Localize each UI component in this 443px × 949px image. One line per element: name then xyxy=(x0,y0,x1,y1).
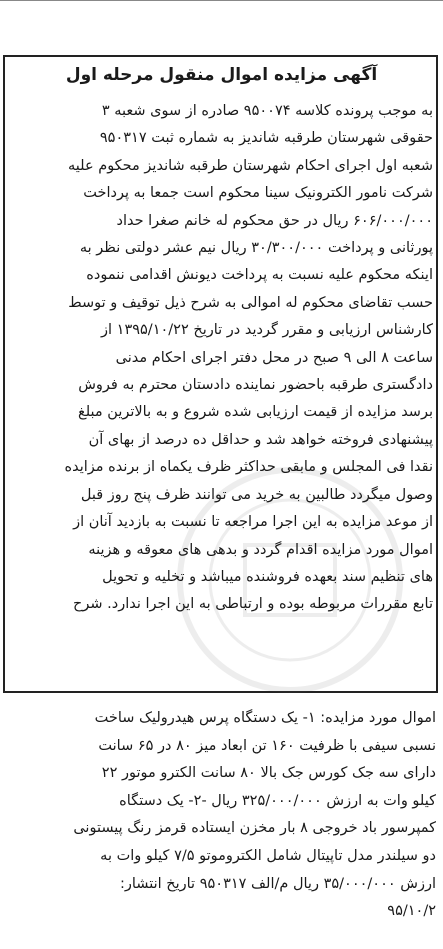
body-text-line: نقدا فی المجلس و مابقی حداکثر ظرف یکماه از برنده مزایده xyxy=(64,459,433,476)
body-text-line: ساعت ۸ الی ۹ صبح در محل دفتر اجرای احکام مدنی xyxy=(115,349,433,366)
body-text-line: کارشناس ارزیابی و مقرر گردید در تاریخ ۱۳۹۵/۱۰/۲۲ از xyxy=(101,322,433,339)
items-text-line: اموال مورد مزایده: ۱- یک دستگاه پرس هیدرولیک ساخت xyxy=(94,710,436,726)
body-text-line: شرکت نامور الکترونیک سینا محکوم است جمعا به پرداخت xyxy=(83,185,433,202)
body-text-line: دادگستری طرقبه باحضور نماینده دادستان محترم به فروش xyxy=(78,377,433,394)
body-text-line: اینکه محکوم علیه نسبت به پرداخت دیونش اقدامی ننموده xyxy=(86,267,433,284)
items-text-line: ۹۵/۱۰/۲ xyxy=(387,903,436,920)
body-text-line: به موجب پرونده کلاسه ۹۵۰۰۷۴ صادره از سوی شعبه ۳ xyxy=(101,103,433,119)
items-text-line: دو سیلندر مدل تاپیتال شامل الکتروموتو ۷/۵ کیلو وات به xyxy=(100,847,436,864)
body-text-line: حسب تقاضای محکوم له اموالی به شرح ذیل توقیف و توسط xyxy=(68,294,433,311)
items-text-line: نسبی سیفی با ظرفیت ۱۶۰ تن ابعاد میز ۸۰ در ۶۵ سانت xyxy=(98,737,436,754)
items-text-line: کیلو وات به ارزش ۳۲۵/۰۰۰/۰۰۰ ریال -۲- یک دستگاه xyxy=(119,792,436,809)
body-text-line: شعبه اول اجرای احکام شهرستان طرقبه شاندیز محکوم علیه xyxy=(68,157,433,174)
items-text-line: کمپرسور باد خروجی ۸ بار مخزن ایستاده قرمز رنگ پیستونی xyxy=(73,820,436,837)
body-text-line: وصول میگردد طالبین به خرید می توانند ظرف پنج روز قبل xyxy=(80,486,433,503)
body-text-line: های تنظیم سند بعهده فروشنده میباشد و تخلیه و تحویل xyxy=(102,568,433,585)
items-text-line: دارای سه جک کورس جک بالا ۸۰ سانت الکترو موتور ۲۲ xyxy=(101,765,436,782)
items-text-line: ارزش ۳۵/۰۰۰/۰۰۰ ریال م/الف ۹۵۰۳۱۷ تاریخ انتشار: xyxy=(119,875,436,892)
auction-items-description xyxy=(8,705,436,926)
body-text-line: از موعد مزایده به این اجرا مراجعه تا نسبت به بازدید آنان از xyxy=(73,514,433,531)
body-text-line: پورثانی و پرداخت ۳۰/۳۰۰/۰۰۰ ریال نیم عشر دولتی نظر به xyxy=(79,240,433,257)
body-text-line: پیشنهادی فروخته خواهد شد و حداقل ده درصد از بهای آن xyxy=(88,431,433,448)
body-text-line: برسد مزایده از قیمت ارزیابی شده شروع و به بالاترین مبلغ xyxy=(78,404,433,421)
notice-title: آگهی مزایده اموال منقول مرحله اول xyxy=(65,65,378,85)
notice-body xyxy=(10,98,433,619)
body-text-line: تابع مقررات مربوطه بوده و ارتباطی به این اجرا ندارد. شرح xyxy=(73,596,433,613)
body-text-line: ۶۰۶/۰۰۰/۰۰۰ ریال در حق محکوم له خانم صغرا حداد xyxy=(116,212,433,229)
body-text-line: حقوقی شهرستان طرقبه شاندیز به شماره ثبت ۹۵۰۳۱۷ xyxy=(99,130,433,147)
body-text-line: اموال مورد مزایده اقدام گردد و بدهی های معوقه و هزینه xyxy=(88,541,433,558)
top-divider xyxy=(0,0,443,1)
